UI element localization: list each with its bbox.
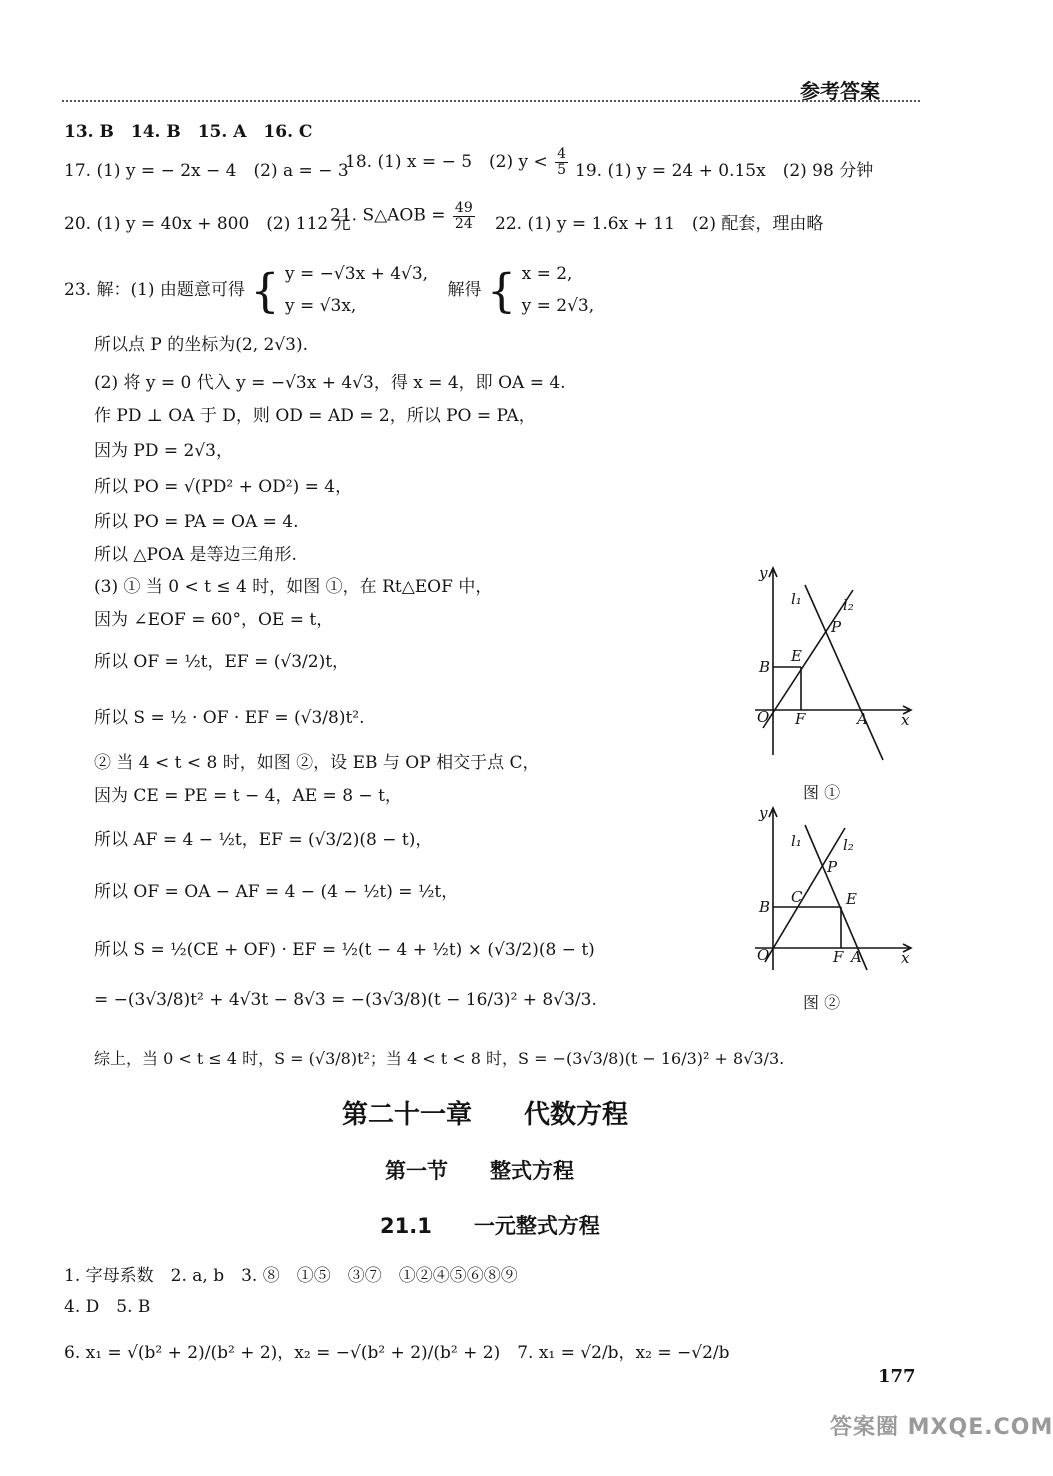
brace-left: { (250, 263, 280, 318)
solution-line-7: 所以 △POA 是等边三角形. (94, 545, 297, 565)
fig1-line-l2 (763, 590, 853, 728)
system-solution: x = 2, y = 2√3, (521, 264, 595, 317)
q23-intro: 23. 解：(1) 由题意可得 (64, 279, 245, 300)
fig1-label-x: x (901, 711, 910, 729)
solution-line-14: 所以 AF = 4 − ½t，EF = (√3/2)(8 − t)， (94, 830, 433, 850)
solution-line-16: 所以 S = ½(CE + OF) · EF = ½(t − 4 + ½t) × (√3/2)(8 − t) (94, 940, 595, 960)
fig1-label-p: P (831, 618, 842, 636)
fig2-label-a: A (851, 948, 862, 966)
fig2-label-b: B (759, 898, 771, 916)
fig1-label-o: O (757, 708, 770, 726)
fig1-label-l2: l₂ (843, 596, 854, 614)
solution-line-18: 综上，当 0 < t ≤ 4 时，S = (√3/8)t²；当 4 < t < 8 时，S = −(3√3/8)(t − 16/3)² + 8√3/3. (94, 1049, 785, 1068)
solution-line-11: 所以 S = ½ · OF · EF = (√3/8)t². (94, 708, 365, 728)
answer-21-fraction: $\frac{49}{24}$ (454, 200, 473, 232)
watermark-logo: 答案圈 MXQE.COM (830, 1415, 1053, 1440)
fig2-label-p: P (827, 858, 838, 876)
solution-line-8: (3) ① 当 0 < t ≤ 4 时，如图 ①，在 Rt△EOF 中， (94, 577, 493, 597)
solution-line-5: 所以 PO = √(PD² + OD²) = 4， (94, 477, 353, 497)
solution-line-3: 作 PD ⊥ OA 于 D，则 OD = AD = 2，所以 PO = PA， (94, 406, 536, 426)
figure-1-caption: 图 ① (803, 783, 841, 802)
fig2-label-c: C (791, 888, 803, 906)
system-equations-1: y = −√3x + 4√3, y = √3x, (285, 264, 429, 317)
subsection-title: 21.1 一元整式方程 (380, 1214, 600, 1238)
exercise-line-3: 6. x₁ = √(b² + 2)/(b² + 2)，x₂ = −√(b² + 2)/(b² + 2) 7. x₁ = √2/b，x₂ = −√2/b (64, 1343, 730, 1363)
fig2-label-e: E (846, 890, 857, 908)
solution-line-6: 所以 PO = PA = OA = 4. (94, 512, 299, 532)
answer-22: 22. (1) y = 1.6x + 11 (2) 配套，理由略 (495, 214, 824, 234)
header-title: 参考答案 (800, 79, 880, 103)
chapter-title: 第二十一章 代数方程 (342, 1100, 629, 1130)
fig1-label-l1: l₁ (791, 590, 802, 608)
brace-left-2: { (486, 263, 517, 318)
solution-line-10: 所以 OF = ½t，EF = (√3/2)t， (94, 652, 350, 672)
fig1-label-a: A (857, 710, 868, 728)
solution-line-4: 因为 PD = 2√3， (94, 441, 233, 461)
fig1-label-f: F (795, 710, 806, 728)
solution-line-1: 所以点 P 的坐标为(2, 2√3). (94, 335, 309, 355)
solution-line-9: 因为 ∠EOF = 60°，OE = t， (94, 610, 334, 630)
solved-label: 解得 (447, 279, 482, 300)
fig1-label-e: E (791, 647, 802, 665)
figure-1 (745, 560, 920, 775)
answer-18 (345, 147, 570, 178)
figure-2-caption: 图 ② (803, 993, 841, 1012)
fig2-label-l1: l₁ (791, 832, 802, 850)
solution-line-17: = −(3√3/8)t² + 4√3t − 8√3 = −(3√3/8)(t − 16/3)² + 8√3/3. (94, 990, 597, 1010)
section-title: 第一节 整式方程 (385, 1159, 574, 1183)
fig2-label-o: O (757, 946, 770, 964)
fig2-label-y: y (759, 804, 768, 822)
q23-intro-line (64, 258, 594, 323)
header-divider (62, 100, 920, 102)
fig1-label-b: B (759, 658, 771, 676)
page-number: 177 (878, 1366, 916, 1387)
exercise-line-1: 1. 字母系数 2. a, b 3. ⑧ ①⑤ ③⑦ ①②④⑤⑥⑧⑨ (64, 1266, 518, 1286)
fig2-label-f: F (833, 948, 844, 966)
answers-line-1: 13. B 14. B 15. A 16. C (64, 122, 313, 142)
answer-21 (330, 201, 477, 231)
answer-21-text: 21. S△AOB = (330, 205, 446, 226)
fig1-label-y: y (759, 564, 768, 582)
answer-18-fraction: $\frac{4}{5}$ (557, 146, 567, 178)
solution-line-12: ② 当 4 < t < 8 时，如图 ②，设 EB 与 OP 相交于点 C， (94, 753, 540, 773)
fig2-line-l2 (765, 828, 845, 962)
solution-line-15: 所以 OF = OA − AF = 4 − (4 − ½t) = ½t， (94, 882, 459, 902)
answer-18-text: 18. (1) x = − 5 (2) y < (345, 152, 548, 172)
fig2-label-l2: l₂ (843, 836, 854, 854)
answer-20: 20. (1) y = 40x + 800 (2) 112 元 (64, 214, 351, 234)
fig2-label-x: x (901, 949, 910, 967)
solution-line-13: 因为 CE = PE = t − 4，AE = 8 − t， (94, 786, 402, 806)
answer-17: 17. (1) y = − 2x − 4 (2) a = − 3 (64, 161, 349, 181)
solution-line-2: (2) 将 y = 0 代入 y = −√3x + 4√3，得 x = 4，即 OA = 4. (94, 373, 566, 393)
exercise-line-2: 4. D 5. B (64, 1297, 151, 1317)
answer-19: 19. (1) y = 24 + 0.15x (2) 98 分钟 (575, 161, 874, 181)
figure-2 (745, 800, 920, 980)
